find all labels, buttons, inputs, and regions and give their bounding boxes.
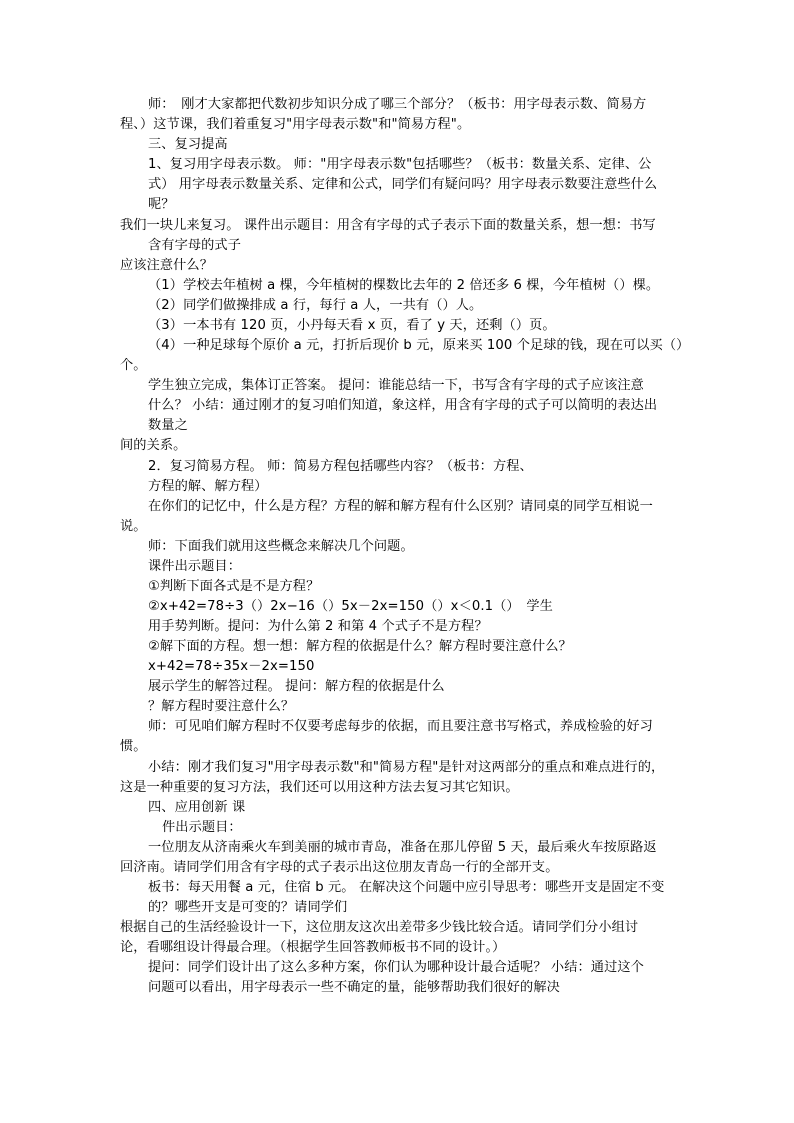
- text-line: 学生独立完成，集体订正答案。 提问：谁能总结一下，书写含有字母的式子应该注意: [148, 378, 644, 393]
- text-line: 课件出示题目：: [148, 559, 242, 574]
- text-line: （3）一本书有 120 页，小丹每天看 x 页，看了 y 天，还剩（）页。: [148, 318, 556, 333]
- section-heading: 三、复习提高: [148, 137, 228, 152]
- text-line: 应该注意什么？: [120, 258, 214, 273]
- text-line: 惯。: [120, 739, 147, 754]
- text-line: （2）同学们做操排成 a 行，每行 a 人，一共有（）人。: [148, 298, 483, 313]
- text-line: 提问：同学们设计出了这么多种方案，你们认为哪种设计最合适呢？ 小结：通过这个: [148, 960, 644, 975]
- text-line: 程、）这节课，我们着重复习"用字母表示数"和"简易方程"。: [120, 117, 471, 132]
- text-line: 式） 用字母表示数量关系、定律和公式，同学们有疑问吗？用字母表示数要注意些什么: [148, 177, 658, 192]
- text-line: 含有字母的式子: [148, 238, 242, 253]
- text-line: 说。: [120, 519, 147, 534]
- text-line: 1、复习用字母表示数。 师："用字母表示数"包括哪些？（板书：数量关系、定律、公: [148, 157, 652, 172]
- text-line: 根据自己的生活经验设计一下，这位朋友这次出差带多少钱比较合适。请同学们分小组讨: [120, 920, 639, 935]
- text-line: 2．复习简易方程。 师：简易方程包括哪些内容？（板书：方程、: [148, 459, 533, 474]
- text-line: 在你们的记忆中，什么是方程？方程的解和解方程有什么区别？请同桌的同学互相说一: [148, 499, 653, 514]
- text-line: 一位朋友从济南乘火车到美丽的城市青岛，准备在那儿停留 5 天，最后乘火车按原路返: [148, 840, 657, 855]
- text-line: 师：下面我们就用这些概念来解决几个问题。: [148, 539, 414, 554]
- text-line: 个。: [120, 358, 147, 373]
- text-line: 小结：刚才我们复习"用字母表示数"和"简易方程"是针对这两部分的重点和难点进行的，: [148, 760, 665, 775]
- text-line: ②x+42=78÷3（）2x−16（）5x－2x=150（）x＜0.1（） 学生: [148, 599, 553, 614]
- text-line: （1）学校去年植树 a 棵，今年植树的棵数比去年的 2 倍还多 6 棵，今年植树（）棵。: [148, 278, 660, 293]
- text-line: 回济南。请同学们用含有字母的式子表示出这位朋友青岛一行的全部开支。: [120, 860, 559, 875]
- text-line: ？解方程时要注意什么？: [148, 699, 295, 714]
- text-line: 师： 刚才大家都把代数初步知识分成了哪三个部分？（板书：用字母表示数、简易方: [148, 97, 647, 112]
- text-line: ②解下面的方程。想一想：解方程的依据是什么？解方程时要注意什么？: [148, 639, 572, 654]
- text-line: 用手势判断。提问：为什么第 2 和第 4 个式子不是方程？: [148, 619, 488, 634]
- text-line: 我们一块儿来复习。 课件出示题目：用含有字母的式子表示下面的数量关系，想一想：书写: [120, 218, 656, 233]
- text-line: 的？哪些开支是可变的？请同学们: [148, 900, 348, 915]
- text-line: 件出示题目：: [162, 820, 242, 835]
- text-line: 什么？ 小结：通过刚才的复习咱们知道，象这样，用含有字母的式子可以简明的表达出: [148, 398, 658, 413]
- text-line: 师：可见咱们解方程时不仅要考虑每步的依据，而且要注意书写格式，养成检验的好习: [148, 719, 653, 734]
- text-line: 数量之: [148, 418, 188, 433]
- text-line: （4）一种足球每个原价 a 元，打折后现价 b 元，原来买 100 个足球的钱，现在可以买（）: [148, 338, 690, 353]
- text-line: ①判断下面各式是不是方程？: [148, 579, 320, 594]
- text-line: 论，看哪组设计得最合理。（根据学生回答教师板书不同的设计。）: [120, 940, 506, 955]
- text-line: x+42=78÷35x－2x=150: [148, 659, 315, 674]
- text-line: 问题可以看出，用字母表示一些不确定的量，能够帮助我们很好的解决: [148, 980, 560, 995]
- text-line: 方程的解、解方程）: [148, 479, 268, 494]
- section-heading: 四、应用创新 课: [148, 800, 246, 815]
- text-line: 间的关系。: [120, 438, 187, 453]
- text-line: 展示学生的解答过程。 提问：解方程的依据是什么: [148, 679, 445, 694]
- text-line: 板书：每天用餐 a 元，住宿 b 元。 在解决这个问题中应引导思考：哪些开支是固定不变: [148, 880, 665, 895]
- text-line: 这是一种重要的复习方法，我们还可以用这种方法去复习其它知识。: [120, 780, 519, 795]
- text-line: 呢？: [148, 197, 175, 212]
